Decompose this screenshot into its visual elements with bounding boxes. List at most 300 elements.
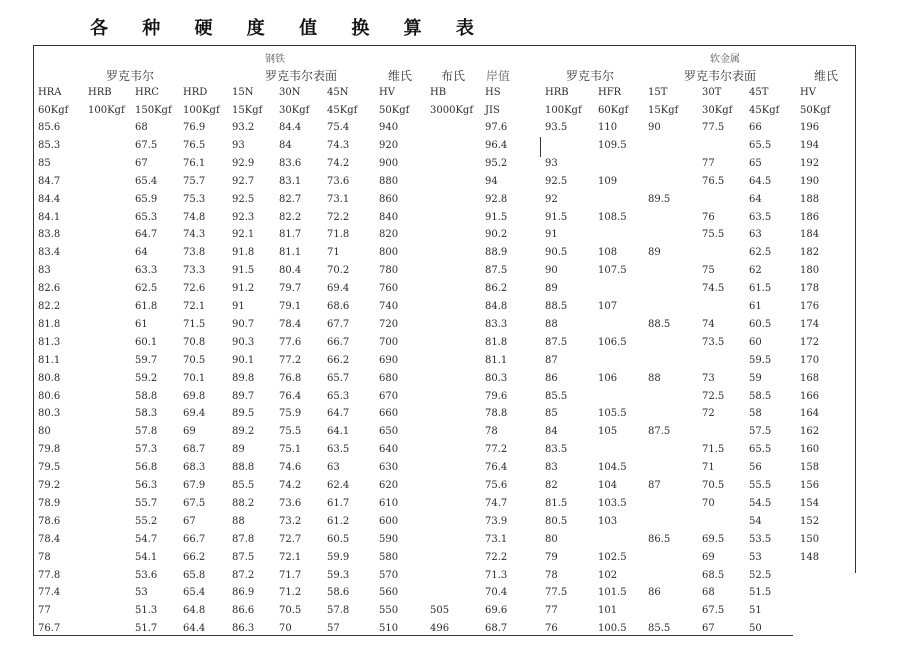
table-cell: 70 — [702, 497, 715, 509]
table-cell: 53.6 — [135, 569, 158, 581]
table-cell: 77 — [38, 605, 51, 617]
table-left-border — [33, 45, 34, 635]
table-cell: 91.5 — [485, 211, 508, 223]
table-cell: 70.8 — [183, 336, 206, 348]
table-cell: 109 — [598, 175, 618, 187]
table-cell: 82.2 — [279, 211, 302, 223]
table-cell: 70.5 — [183, 354, 206, 366]
table-cell: 76.8 — [279, 372, 302, 384]
table-cell: 91.5 — [232, 265, 255, 277]
table-cell: 88.5 — [545, 301, 568, 312]
table-cell: 103 — [598, 515, 618, 527]
table-cell: 550 — [379, 605, 399, 617]
table-cell: 510 — [379, 623, 399, 635]
table-cell: 74.6 — [279, 462, 302, 474]
table-cell: 90 — [648, 122, 661, 133]
table-cell: 152 — [800, 515, 820, 527]
table-cell: 86 — [545, 372, 558, 384]
table-cell: 580 — [379, 551, 399, 563]
table-cell: 86.6 — [232, 605, 255, 617]
table-cell: 81.8 — [38, 318, 61, 330]
load-header-cell: 45Kgf — [327, 105, 358, 116]
table-cell: 58.8 — [135, 390, 158, 402]
table-cell: 58.3 — [135, 408, 158, 420]
table-cell: 570 — [379, 569, 399, 581]
table-cell: 67.7 — [327, 318, 350, 330]
table-cell: 84.4 — [279, 122, 302, 133]
table-cell: 78 — [545, 569, 558, 581]
table-cell: 90.3 — [232, 336, 255, 348]
table-cell: 53 — [749, 551, 762, 563]
table-cell: 74.3 — [327, 139, 350, 151]
table-cell: 61.2 — [327, 515, 350, 527]
table-cell: 760 — [379, 283, 399, 295]
table-cell: 92.9 — [232, 157, 255, 169]
table-cell: 83 — [545, 462, 558, 474]
table-cell: 65.4 — [183, 587, 206, 599]
table-cell: 104 — [598, 480, 618, 491]
table-cell: 880 — [379, 175, 399, 187]
table-cell: 62.5 — [749, 247, 772, 259]
table-cell: 88 — [232, 515, 245, 527]
table-cell: 89.8 — [232, 372, 255, 384]
table-cell: 72.1 — [183, 301, 206, 312]
table-cell: 93.5 — [545, 122, 568, 133]
table-cell: 61.5 — [749, 283, 772, 295]
table-cell: 620 — [379, 480, 399, 491]
table-cell: 55.5 — [749, 480, 772, 491]
table-cell: 66 — [749, 122, 762, 133]
load-header-cell: 100Kgf — [183, 105, 220, 116]
table-cell: 190 — [800, 175, 820, 187]
table-cell: 81.3 — [38, 336, 61, 348]
table-cell: 154 — [800, 497, 820, 509]
table-cell: 109.5 — [598, 139, 627, 151]
table-cell: 92.8 — [485, 193, 508, 205]
table-cell: 74.2 — [327, 157, 350, 169]
table-cell: 68.3 — [183, 462, 206, 474]
table-cell: 740 — [379, 301, 399, 312]
table-cell: 101 — [598, 605, 618, 617]
table-cell: 76.1 — [183, 157, 206, 169]
table-cell: 496 — [430, 623, 450, 635]
table-cell: 54.7 — [135, 533, 158, 545]
table-cell: 61.7 — [327, 497, 350, 509]
table-cell: 69 — [702, 551, 715, 563]
table-cell: 88.2 — [232, 497, 255, 509]
table-cell: 53.5 — [749, 533, 772, 545]
scale-header-cell: HRB — [88, 87, 112, 98]
table-cell: 71.2 — [279, 587, 302, 599]
table-cell: 72 — [702, 408, 715, 420]
table-cell: 70.2 — [327, 265, 350, 277]
table-cell: 85.6 — [38, 122, 61, 133]
table-cell: 65.5 — [749, 444, 772, 456]
table-cell: 59.7 — [135, 354, 158, 366]
table-cell: 83 — [38, 265, 51, 277]
table-cell: 82 — [545, 480, 558, 491]
table-cell: 92.3 — [232, 211, 255, 223]
table-cell: 87 — [545, 354, 558, 366]
table-cell: 78.8 — [485, 408, 508, 420]
table-cell: 194 — [800, 139, 820, 151]
load-header-cell: 150Kgf — [135, 105, 172, 116]
table-cell: 77.6 — [279, 336, 302, 348]
table-cell: 78.6 — [38, 515, 61, 527]
table-cell: 80.4 — [279, 265, 302, 277]
table-cell: 180 — [800, 265, 820, 277]
table-cell: 59 — [749, 372, 762, 384]
load-header-cell: 15Kgf — [648, 105, 679, 116]
table-cell: 84.4 — [38, 193, 61, 205]
table-cell: 86.3 — [232, 623, 255, 635]
table-cell: 95.2 — [485, 157, 508, 169]
header-surface-left: 罗克韦尔表面 — [265, 69, 338, 83]
table-cell: 87.5 — [545, 336, 568, 348]
table-cell: 70.4 — [485, 587, 508, 599]
table-cell: 89 — [545, 283, 558, 295]
header-vickers-left: 维氏 — [388, 69, 413, 83]
table-cell: 75.6 — [485, 480, 508, 491]
table-cell: 76.4 — [279, 390, 302, 402]
table-cell: 76.5 — [183, 139, 206, 151]
table-cell: 51.7 — [135, 623, 158, 635]
load-header-cell: 60Kgf — [38, 105, 69, 116]
table-cell: 79 — [545, 551, 558, 563]
table-cell: 85.3 — [38, 139, 61, 151]
table-cell: 68.6 — [327, 301, 350, 312]
table-cell: 79.1 — [279, 301, 302, 312]
table-cell: 69.4 — [183, 408, 206, 420]
table-cell: 63.5 — [749, 211, 772, 223]
table-cell: 70.1 — [183, 372, 206, 384]
scale-header-cell: 15T — [648, 87, 668, 98]
scale-header-cell: 30T — [702, 87, 722, 98]
table-cell: 820 — [379, 229, 399, 241]
table-cell: 105.5 — [598, 408, 627, 420]
table-cell: 82.7 — [279, 193, 302, 205]
table-cell: 71 — [327, 247, 340, 259]
table-cell: 780 — [379, 265, 399, 277]
table-cell: 71.5 — [183, 318, 206, 330]
table-cell: 73.5 — [702, 336, 725, 348]
table-cell: 160 — [800, 444, 820, 456]
table-cell: 78.4 — [38, 533, 61, 545]
table-cell: 73.6 — [327, 175, 350, 187]
table-cell: 81.5 — [545, 497, 568, 509]
table-cell: 89 — [648, 247, 661, 259]
scale-header-cell: HB — [430, 87, 447, 98]
table-cell: 70.5 — [279, 605, 302, 617]
table-cell: 55.7 — [135, 497, 158, 509]
table-cell: 88.5 — [648, 318, 671, 330]
table-cell: 59.2 — [135, 372, 158, 384]
table-cell: 67.5 — [702, 605, 725, 617]
table-cell: 73.1 — [327, 193, 350, 205]
table-cell: 79.7 — [279, 283, 302, 295]
table-cell: 77.2 — [485, 444, 508, 456]
table-cell: 66.7 — [183, 533, 206, 545]
table-cell: 59.5 — [749, 354, 772, 366]
table-cell: 91.8 — [232, 247, 255, 259]
table-cell: 92.5 — [232, 193, 255, 205]
load-header-cell: 15Kgf — [232, 105, 263, 116]
table-cell: 90.5 — [545, 247, 568, 259]
table-cell: 900 — [379, 157, 399, 169]
table-cell: 80 — [545, 533, 558, 545]
table-cell: 860 — [379, 193, 399, 205]
table-cell: 54.5 — [749, 497, 772, 509]
table-cell: 71.5 — [702, 444, 725, 456]
scale-header-cell: HRB — [545, 87, 569, 98]
table-cell: 70 — [279, 623, 292, 635]
table-cell: 73 — [702, 372, 715, 384]
table-cell: 82.6 — [38, 283, 61, 295]
table-cell: 158 — [800, 462, 820, 474]
table-cell: 81.1 — [485, 354, 508, 366]
table-cell: 186 — [800, 211, 820, 223]
table-cell: 68.7 — [183, 444, 206, 456]
table-cell: 67 — [135, 157, 148, 169]
table-cell: 600 — [379, 515, 399, 527]
table-cell: 148 — [800, 551, 820, 563]
table-cell: 77 — [702, 157, 715, 169]
table-cell: 65.3 — [327, 390, 350, 402]
table-cell: 67.5 — [183, 497, 206, 509]
table-cell: 92.7 — [232, 175, 255, 187]
table-cell: 73.3 — [183, 265, 206, 277]
table-cell: 85.5 — [232, 480, 255, 491]
table-cell: 77.4 — [38, 587, 61, 599]
table-cell: 106 — [598, 372, 618, 384]
table-cell: 65.9 — [135, 193, 158, 205]
table-cell: 87 — [648, 480, 661, 491]
table-cell: 88 — [545, 318, 558, 330]
table-cell: 72.2 — [327, 211, 350, 223]
scale-header-cell: HS — [485, 87, 501, 98]
table-cell: 65 — [749, 157, 762, 169]
table-cell: 92.1 — [232, 229, 255, 241]
table-cell: 63.3 — [135, 265, 158, 277]
table-cell: 83.8 — [38, 229, 61, 241]
load-header-cell: 30Kgf — [279, 105, 310, 116]
table-cell: 73.9 — [485, 515, 508, 527]
table-cell: 76.7 — [38, 623, 61, 635]
scale-header-cell: 45T — [749, 87, 769, 98]
table-cell: 91 — [545, 229, 558, 241]
table-cell: 68.5 — [702, 569, 725, 581]
table-cell: 88.9 — [485, 247, 508, 259]
table-cell: 84.7 — [38, 175, 61, 187]
table-cell: 73.2 — [279, 515, 302, 527]
table-cell: 71.3 — [485, 569, 508, 581]
table-cell: 80.3 — [38, 408, 61, 420]
table-cell: 178 — [800, 283, 820, 295]
table-cell: 78.9 — [38, 497, 61, 509]
table-cell: 76.4 — [485, 462, 508, 474]
table-cell: 89.5 — [232, 408, 255, 420]
scale-header-cell: HRD — [183, 87, 208, 98]
table-cell: 182 — [800, 247, 820, 259]
table-cell: 93.2 — [232, 122, 255, 133]
table-cell: 75.5 — [279, 426, 302, 438]
table-cell: 69.5 — [702, 533, 725, 545]
page-title: 各 种 硬 度 值 换 算 表 — [90, 18, 488, 39]
table-cell: 670 — [379, 390, 399, 402]
table-cell: 66.7 — [327, 336, 350, 348]
table-cell: 84 — [279, 139, 292, 151]
scale-header-cell: 30N — [279, 87, 301, 98]
table-right-border — [855, 45, 856, 573]
table-cell: 76 — [702, 211, 715, 223]
table-cell: 56 — [749, 462, 762, 474]
table-cell: 88 — [648, 372, 661, 384]
table-cell: 59.3 — [327, 569, 350, 581]
table-cell: 78 — [38, 551, 51, 563]
table-cell: 80 — [38, 426, 51, 438]
table-cell: 96.4 — [485, 139, 508, 151]
table-cell: 69.6 — [485, 605, 508, 617]
table-cell: 110 — [598, 122, 618, 133]
table-cell: 75.7 — [183, 175, 206, 187]
table-cell: 63 — [749, 229, 762, 241]
table-cell: 590 — [379, 533, 399, 545]
table-cell: 65.5 — [749, 139, 772, 151]
table-cell: 560 — [379, 587, 399, 599]
table-cell: 75.3 — [183, 193, 206, 205]
table-cell: 92 — [545, 193, 558, 205]
table-cell: 94 — [485, 175, 498, 187]
table-cell: 107.5 — [598, 265, 627, 277]
table-bottom-border — [33, 635, 793, 636]
table-cell: 91 — [232, 301, 245, 312]
table-cell: 91.2 — [232, 283, 255, 295]
header-surface-right: 罗克韦尔表面 — [684, 69, 757, 83]
table-cell: 67.9 — [183, 480, 206, 491]
table-cell: 67 — [183, 515, 196, 527]
table-cell: 60.5 — [327, 533, 350, 545]
table-cell: 67 — [702, 623, 715, 635]
table-cell: 66.2 — [183, 551, 206, 563]
table-cell: 57 — [327, 623, 340, 635]
table-cell: 630 — [379, 462, 399, 474]
table-cell: 101.5 — [598, 587, 627, 599]
table-cell: 640 — [379, 444, 399, 456]
table-cell: 65.3 — [135, 211, 158, 223]
table-cell: 60 — [749, 336, 762, 348]
table-cell: 68.7 — [485, 623, 508, 635]
table-cell: 800 — [379, 247, 399, 259]
table-cell: 69.4 — [327, 283, 350, 295]
table-cell: 102 — [598, 569, 618, 581]
table-cell: 77.2 — [279, 354, 302, 366]
table-cell: 650 — [379, 426, 399, 438]
table-cell: 62 — [749, 265, 762, 277]
table-cell: 68 — [702, 587, 715, 599]
table-cell: 84 — [545, 426, 558, 438]
column-divider — [540, 137, 541, 157]
table-cell: 59.9 — [327, 551, 350, 563]
table-cell: 184 — [800, 229, 820, 241]
group-label-soft-metal: 软金属 — [710, 54, 740, 65]
table-cell: 76 — [545, 623, 558, 635]
table-cell: 70.5 — [702, 480, 725, 491]
table-cell: 61 — [749, 301, 762, 312]
table-cell: 64.1 — [327, 426, 350, 438]
table-cell: 61.8 — [135, 301, 158, 312]
table-cell: 65.4 — [135, 175, 158, 187]
table-cell: 100.5 — [598, 623, 627, 635]
table-cell: 91.5 — [545, 211, 568, 223]
table-cell: 64 — [749, 193, 762, 205]
table-cell: 71.8 — [327, 229, 350, 241]
header-vickers-right: 维氏 — [814, 69, 839, 83]
table-cell: 81.8 — [485, 336, 508, 348]
table-cell: 192 — [800, 157, 820, 169]
load-header-cell: 30Kgf — [702, 105, 733, 116]
table-cell: 166 — [800, 390, 820, 402]
table-cell: 58.5 — [749, 390, 772, 402]
scale-header-cell: HRC — [135, 87, 159, 98]
table-cell: 65.7 — [327, 372, 350, 384]
table-cell: 93 — [545, 157, 558, 169]
table-cell: 65.8 — [183, 569, 206, 581]
table-cell: 52.5 — [749, 569, 772, 581]
scale-header-cell: HFR — [598, 87, 622, 98]
scale-header-cell: 45N — [327, 87, 349, 98]
table-cell: 90.2 — [485, 229, 508, 241]
table-cell: 51 — [749, 605, 762, 617]
scale-header-cell: HRA — [38, 87, 62, 98]
table-cell: 64.8 — [183, 605, 206, 617]
table-cell: 90.7 — [232, 318, 255, 330]
table-cell: 102.5 — [598, 551, 627, 563]
table-cell: 162 — [800, 426, 820, 438]
table-cell: 76.9 — [183, 122, 206, 133]
table-cell: 103.5 — [598, 497, 627, 509]
table-cell: 172 — [800, 336, 820, 348]
table-cell: 89.5 — [648, 193, 671, 205]
table-cell: 64.7 — [135, 229, 158, 241]
table-cell: 64 — [135, 247, 148, 259]
table-cell: 64.5 — [749, 175, 772, 187]
table-cell: 75.1 — [279, 444, 302, 456]
table-top-border — [33, 45, 855, 46]
load-header-cell: 100Kgf — [545, 105, 582, 116]
table-cell: 66.2 — [327, 354, 350, 366]
header-rockwell-right: 罗克韦尔 — [566, 69, 615, 83]
table-cell: 87.5 — [485, 265, 508, 277]
table-cell: 84.1 — [38, 211, 61, 223]
table-cell: 80.3 — [485, 372, 508, 384]
table-cell: 57.8 — [135, 426, 158, 438]
table-cell: 81.7 — [279, 229, 302, 241]
table-cell: 83.5 — [545, 444, 568, 456]
table-cell: 50 — [749, 623, 762, 635]
table-cell: 74.8 — [183, 211, 206, 223]
table-cell: 106.5 — [598, 336, 627, 348]
table-cell: 89 — [232, 444, 245, 456]
table-cell: 75.5 — [702, 229, 725, 241]
table-cell: 62.4 — [327, 480, 350, 491]
table-cell: 73.1 — [485, 533, 508, 545]
table-cell: 67.5 — [135, 139, 158, 151]
table-cell: 690 — [379, 354, 399, 366]
table-cell: 77.8 — [38, 569, 61, 581]
table-cell: 90 — [545, 265, 558, 277]
table-cell: 80.8 — [38, 372, 61, 384]
table-cell: 920 — [379, 139, 399, 151]
